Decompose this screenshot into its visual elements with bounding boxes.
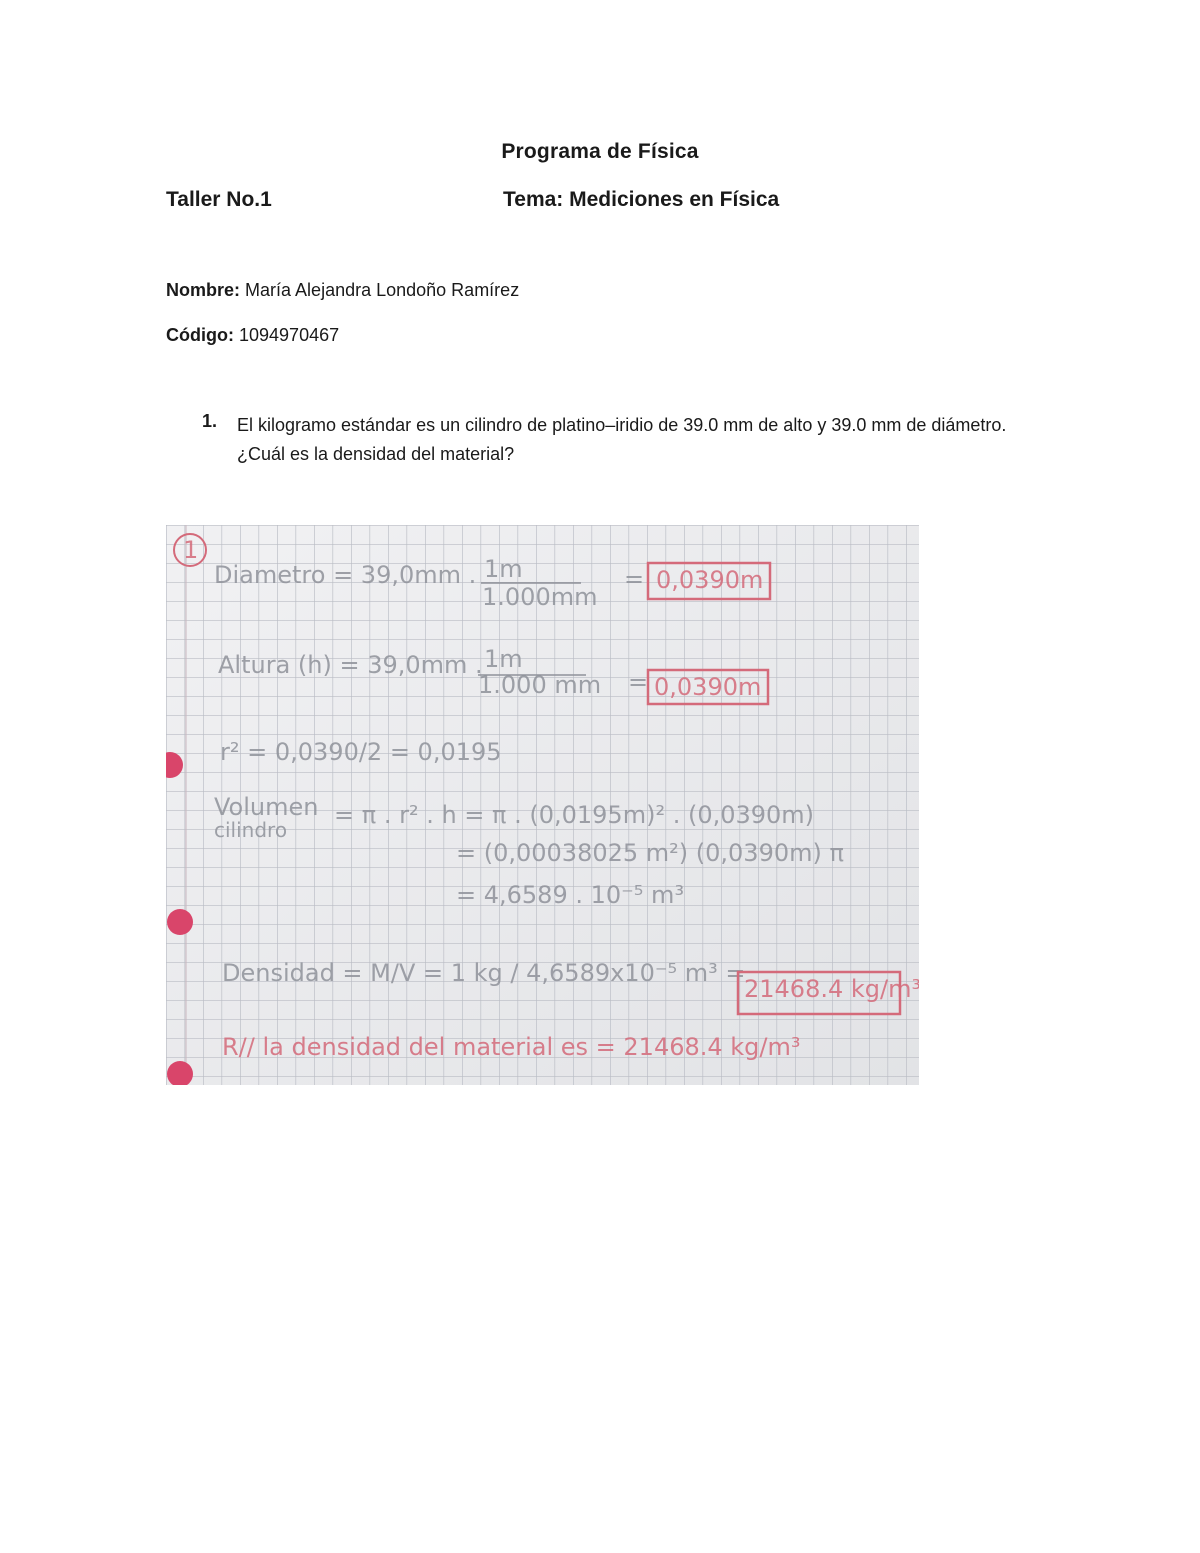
- codigo-field: [166, 325, 339, 346]
- final-answer: R// la densidad del material es = 21468.4 kg/m³: [222, 1033, 801, 1061]
- diameter-line: Diametro = 39,0mm .: [214, 561, 477, 589]
- page-title: Programa de Física: [501, 140, 699, 163]
- codigo-label: Código:: [166, 325, 234, 345]
- volume-step: = (0,00038025 m²) (0,0390m) π: [456, 839, 844, 867]
- nombre-label: Nombre:: [166, 280, 241, 300]
- diameter-result: 0,0390m: [656, 566, 764, 594]
- height-frac-num: 1m: [484, 645, 523, 673]
- height-result: 0,0390m: [654, 673, 762, 701]
- volume-formula: = π . r² . h = π . (0,0195m)² . (0,0390m): [334, 801, 815, 829]
- binder-hole: [167, 909, 193, 935]
- volume-result: = 4,6589 . 10⁻⁵ m³: [456, 881, 685, 909]
- question-text: El kilogramo estándar es un cilindro de platino–iridio de 39.0 mm de alto y 39.0 mm de diámetro. ¿Cuál es la densidad del material?: [237, 415, 1007, 464]
- tema-label: Tema: Mediciones en Física: [503, 188, 780, 211]
- volume-label-b: cilindro: [214, 818, 288, 842]
- height-frac-den: 1.000 mm: [478, 671, 602, 699]
- diameter-frac-num: 1m: [484, 555, 523, 583]
- density-line: Densidad = M/V = 1 kg / 4,6589x10⁻⁵ m³ =: [222, 959, 746, 987]
- density-result: 21468.4 kg/m³: [744, 975, 919, 1003]
- nombre-field: [166, 280, 519, 301]
- handwritten-solution-photo: [166, 525, 919, 1085]
- codigo-value: 1094970467: [239, 325, 340, 345]
- radius-line: r² = 0,0390/2 = 0,0195: [220, 738, 502, 766]
- volume-label: Volumen: [214, 793, 319, 821]
- circled-number: 1: [183, 536, 199, 564]
- question-number: 1.: [202, 411, 218, 431]
- height-line: Altura (h) = 39,0mm .: [218, 651, 483, 679]
- taller-label: Taller No.1: [166, 188, 272, 211]
- equals-sign: =: [624, 565, 645, 593]
- diameter-frac-den: 1.000mm: [482, 583, 598, 611]
- equals-sign: =: [628, 668, 649, 696]
- nombre-value: María Alejandra Londoño Ramírez: [245, 280, 520, 300]
